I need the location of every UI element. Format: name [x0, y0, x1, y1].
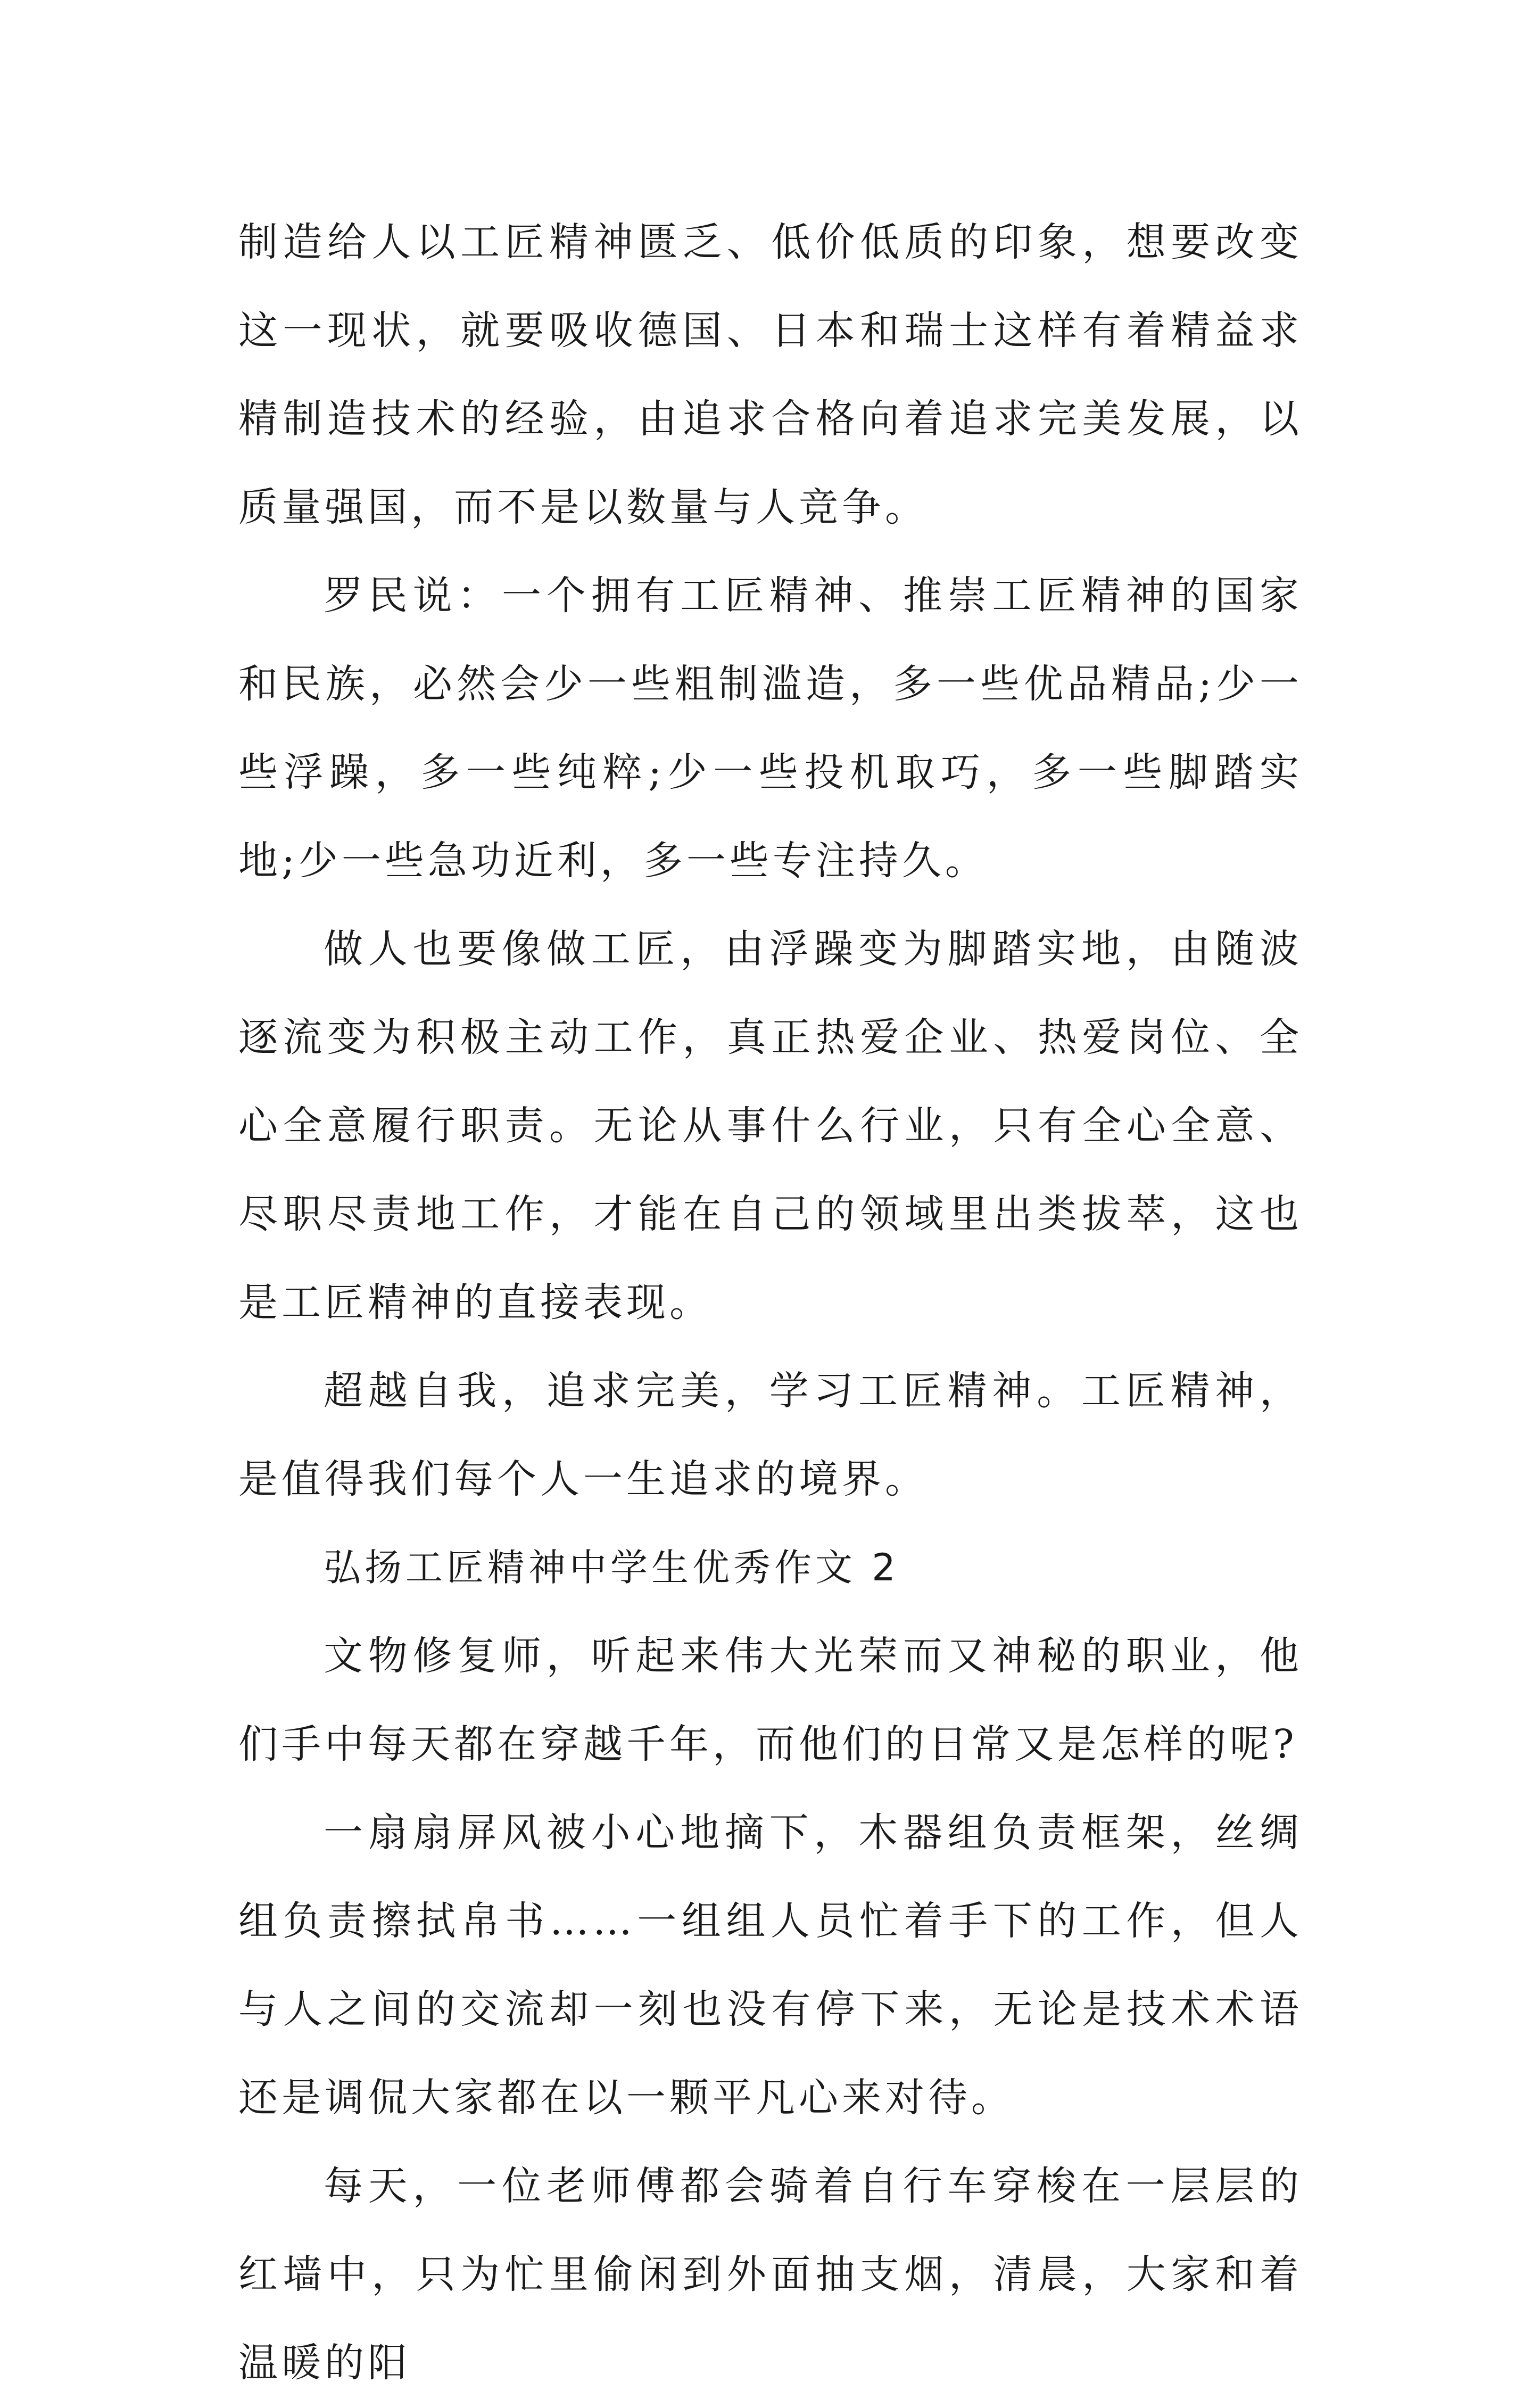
paragraph-2: 罗民说：一个拥有工匠精神、推崇工匠精神的国家和民族，必然会少一些粗制滥造，多一些优品精品;少一些浮躁，多一些纯粹;少一些投机取巧，多一些脚踏实地;少一些急功近利，多一些专注持久。 [238, 573, 1303, 884]
paragraph-5: 文物修复师，听起来伟大光荣而又神秘的职业，他们手中每天都在穿越千年，而他们的日常又是怎样的呢? [238, 1633, 1303, 1767]
section-heading: 弘扬工匠精神中学生优秀作文 2 [324, 1546, 899, 1589]
paragraph-4: 超越自我，追求完美，学习工匠精神。工匠精神，是值得我们每个人一生追求的境界。 [238, 1368, 1303, 1502]
document-body [238, 198, 1303, 2407]
paragraph-6: 一扇扇屏风被小心地摘下，木器组负责框架，丝绸组负责擦拭帛书……一组组人员忙着手下的工作，但人与人之间的交流却一刻也没有停下来，无论是技术术语还是调侃大家都在以一颗平凡心来对待。 [238, 1810, 1303, 2121]
paragraph-1: 制造给人以工匠精神匮乏、低价低质的印象，想要改变这一现状，就要吸收德国、日本和瑞士这样有着精益求精制造技术的经验，由追求合格向着追求完美发展，以质量强国，而不是以数量与人竞争。 [238, 219, 1303, 530]
paragraph-3: 做人也要像做工匠，由浮躁变为脚踏实地，由随波逐流变为积极主动工作，真正热爱企业、热爱岗位、全心全意履行职责。无论从事什么行业，只有全心全意、尽职尽责地工作，才能在自己的领域里出类拔萃，这也是工匠精神的直接表现。 [238, 926, 1303, 1325]
paragraph-7: 每天，一位老师傅都会骑着自行车穿梭在一层层的红墙中，只为忙里偷闲到外面抽支烟，清晨，大家和着温暖的阳 [238, 2163, 1303, 2386]
